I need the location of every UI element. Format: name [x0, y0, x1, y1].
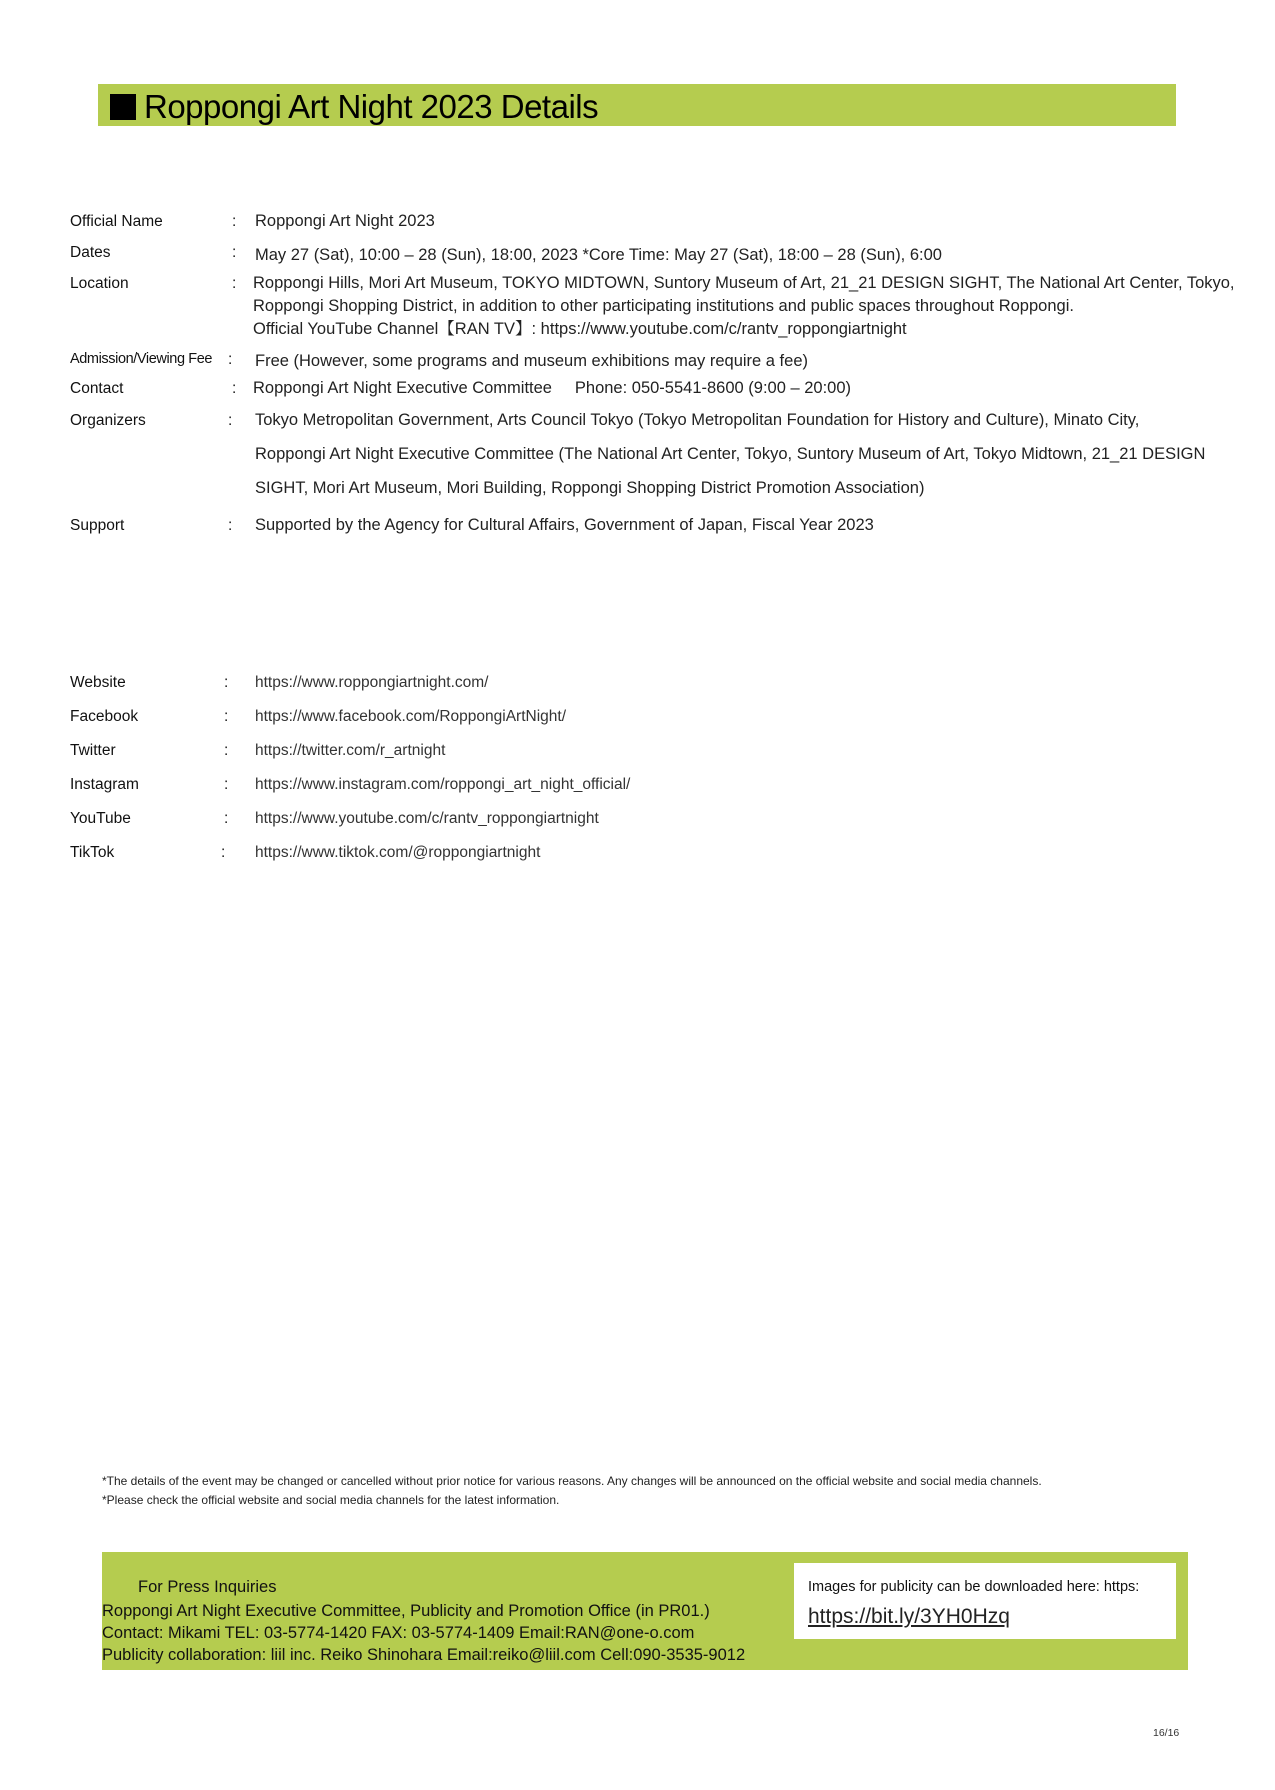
detail-value-line: SIGHT, Mori Art Museum, Mori Building, Roppongi Shopping District Promotion Association)	[255, 479, 925, 497]
twitter-link[interactable]: https://twitter.com/r_artnight	[255, 742, 446, 759]
detail-value: Roppongi Art Night 2023	[255, 212, 435, 230]
detail-colon: :	[228, 412, 233, 429]
detail-label: Support	[70, 517, 125, 534]
press-title: For Press Inquiries	[138, 1578, 277, 1596]
publicity-images-box	[794, 1563, 1176, 1639]
detail-colon: :	[232, 275, 237, 292]
link-colon: :	[224, 674, 229, 691]
link-label: Website	[70, 674, 126, 691]
detail-value: Roppongi Art Night Executive Committee Phone: 050-5541-8600 (9:00 – 20:00)	[253, 379, 852, 397]
publicity-images-label: Images for publicity can be downloaded here: https:	[808, 1579, 1140, 1595]
press-line: Contact: Mikami TEL: 03-5774-1420 FAX: 03-5774-1409 Email:RAN@one-o.com	[102, 1624, 695, 1642]
page-number: 16/16	[1153, 1727, 1180, 1739]
detail-value: Free (However, some programs and museum exhibitions may require a fee)	[255, 352, 808, 370]
press-line: Roppongi Art Night Executive Committee, Publicity and Promotion Office (in PR01.)	[102, 1602, 710, 1620]
detail-value	[253, 272, 1235, 341]
page-title: Roppongi Art Night 2023 Details	[144, 88, 599, 125]
link-colon: :	[224, 776, 229, 793]
detail-label: Location	[70, 275, 129, 292]
detail-value	[255, 403, 1205, 505]
detail-value-line: Official YouTube Channel【RAN TV】: https://www.youtube.com/c/rantv_roppongiartnight	[253, 320, 907, 338]
press-line: Publicity collaboration: liil inc. Reiko Shinohara Email:reiko@liil.com Cell:090-3535-9012	[102, 1646, 746, 1664]
link-colon: :	[224, 708, 229, 725]
link-colon: :	[221, 844, 226, 861]
detail-colon: :	[228, 351, 233, 368]
link-label: TikTok	[70, 844, 115, 861]
detail-value-line: Roppongi Hills, Mori Art Museum, TOKYO MIDTOWN, Suntory Museum of Art, 21_21 DESIGN SIGHT, The National Art Center, Tokyo,	[253, 274, 1235, 292]
link-label: Facebook	[70, 708, 139, 725]
facebook-link[interactable]: https://www.facebook.com/RoppongiArtNight/	[255, 708, 567, 725]
detail-value: Supported by the Agency for Cultural Affairs, Government of Japan, Fiscal Year 2023	[255, 516, 874, 534]
detail-label: Admission/Viewing Fee	[70, 351, 213, 367]
detail-label: Contact	[70, 380, 124, 397]
link-colon: :	[224, 742, 229, 759]
note-line: *Please check the official website and social media channels for the latest information.	[102, 1493, 560, 1507]
detail-colon: :	[228, 517, 233, 534]
detail-colon: :	[232, 213, 237, 230]
detail-label: Official Name	[70, 213, 163, 230]
detail-value: May 27 (Sat), 10:00 – 28 (Sun), 18:00, 2023 *Core Time: May 27 (Sat), 18:00 – 28 (Sun), 6:00	[255, 246, 942, 264]
black-square-icon	[110, 94, 136, 120]
note-line: *The details of the event may be changed or cancelled without prior notice for various reasons. Any changes will be announced on the official website and social media channels.	[102, 1474, 1042, 1488]
detail-label: Organizers	[70, 412, 146, 429]
press-inquiries-box	[102, 1552, 1188, 1670]
instagram-link[interactable]: https://www.instagram.com/roppongi_art_night_official/	[255, 776, 631, 793]
link-colon: :	[224, 810, 229, 827]
link-label: Instagram	[70, 776, 139, 793]
detail-colon: :	[232, 244, 237, 261]
tiktok-link[interactable]: https://www.tiktok.com/@roppongiartnight	[255, 844, 541, 861]
youtube-link[interactable]: https://www.youtube.com/c/rantv_roppongiartnight	[255, 810, 599, 827]
detail-value-line: Roppongi Shopping District, in addition to other participating institutions and public spaces throughout Roppongi.	[253, 297, 1074, 315]
detail-value-line: Roppongi Art Night Executive Committee (The National Art Center, Tokyo, Suntory Museum of Art, Tokyo Midtown, 21_21 DESIGN	[255, 445, 1206, 463]
detail-label: Dates	[70, 244, 111, 261]
disclaimer-notes	[102, 1472, 1042, 1510]
link-label: YouTube	[70, 810, 131, 827]
link-label: Twitter	[70, 742, 116, 759]
detail-colon: :	[232, 380, 237, 397]
title-bar	[98, 84, 1176, 126]
detail-value-line: Tokyo Metropolitan Government, Arts Council Tokyo (Tokyo Metropolitan Foundation for History and Culture), Minato City,	[255, 411, 1140, 429]
publicity-images-link[interactable]: https://bit.ly/3YH0Hzq	[808, 1605, 1010, 1628]
website-link[interactable]: https://www.roppongiartnight.com/	[255, 674, 489, 691]
